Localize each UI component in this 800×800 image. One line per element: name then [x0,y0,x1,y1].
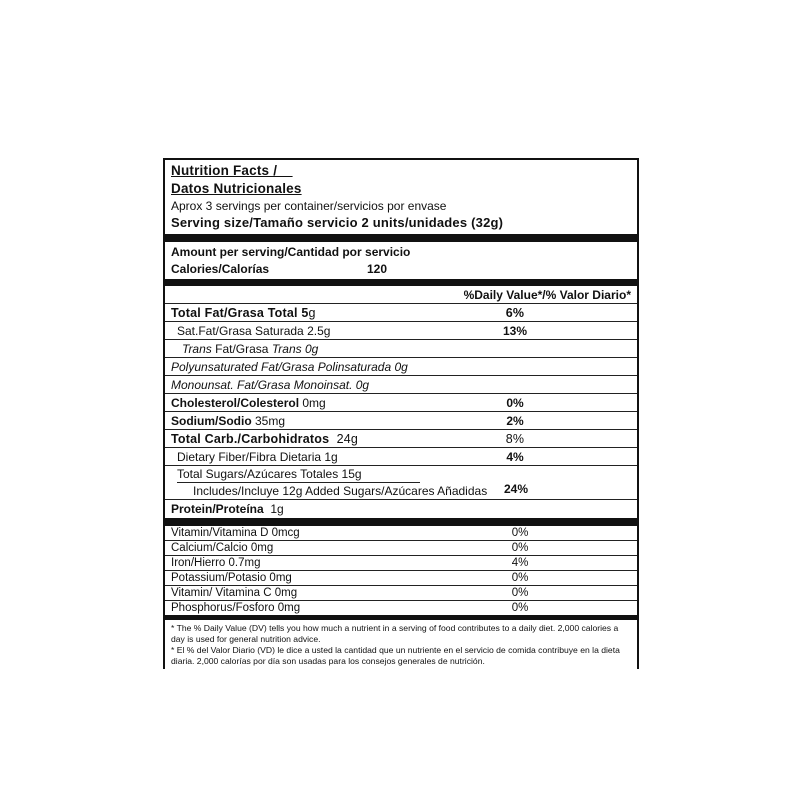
nutrient-dv: 4% [506,449,524,464]
nutrient-row-protein [165,499,637,518]
nutrient-row-total-carb [165,429,637,447]
vitamin-row [165,526,637,540]
vitamin-dv: 4% [511,557,529,569]
nutrient-name: Protein/Proteína [171,502,264,516]
nutrition-panel [163,158,639,620]
serving-size: Serving size/Tamaño servicio 2 units/unidades (32g) [171,215,504,230]
nutrient-row-saturated-fat [165,321,637,339]
vitamin-name: Calcium/Calcio 0mg [171,542,274,554]
nutrient-name: Sat.Fat/Grasa Saturada 2.5g [177,323,331,338]
vitamin-row [165,600,637,615]
nutrient-name-italic: Trans [182,341,212,356]
vitamin-row [165,540,637,555]
title-spanish: Datos Nutricionales [171,181,302,196]
nutrient-row-cholesterol [165,393,637,411]
nutrient-amount: 0mg [299,395,326,410]
nutrient-dv: 6% [505,305,525,320]
nutrient-row-monounsaturated-fat [165,375,637,393]
nutrient-amount: g [308,305,316,320]
calories-label: Calories/Calorías [171,262,270,276]
calories-section [165,242,637,279]
nutrient-name: Monounsat. Fat/Grasa Monoinsat. 0g [171,377,370,392]
footnote-spanish: * El % del Valor Diario (VD) le dice a usted la cantidad que un nutriente en el servicio de comida contribuye en la dieta diaria. 2,000 calorías por día son usadas para los consejos generales de nutrición. [171,645,620,666]
vitamin-row [165,570,637,585]
nutrient-row-polyunsaturated-fat [165,357,637,375]
nutrient-name: Polyunsaturated Fat/Grasa Polinsaturada 0g [171,359,408,374]
nutrient-row-trans-fat [165,339,637,357]
footnote-english: * The % Daily Value (DV) tells you how much a nutrient in a serving of food contributes to a daily diet. 2,000 calories a day is used for general nutrition advice. [171,623,619,644]
vitamin-name: Iron/Hierro 0.7mg [171,557,261,569]
thick-divider [165,518,637,526]
total-sugars: Total Sugars/Azúcares Totales 15g [177,467,420,483]
nutrient-amount: 0g [301,341,319,356]
vitamin-dv: 0% [511,542,529,554]
calories-value: 120 [367,262,388,276]
nutrition-facts-label [163,158,639,669]
vitamin-name: Vitamin/ Vitamina C 0mg [171,587,298,599]
vitamin-row [165,555,637,570]
servings-per-container: Aprox 3 servings per container/servicios por envase [171,199,447,213]
amount-per-serving: Amount per serving/Cantidad por servicio [171,245,411,259]
thick-divider [165,279,637,286]
label-header [165,160,637,234]
nutrient-dv: 8% [505,431,525,446]
added-sugars-dv: 24% [504,482,529,496]
thick-divider [165,234,637,242]
nutrient-amount: 35mg [251,413,286,428]
nutrient-dv: 13% [502,323,528,338]
vitamin-name: Vitamin/Vitamina D 0mcg [171,527,300,539]
nutrient-name: Sodium/Sodio [171,413,252,428]
nutrient-name: Dietary Fiber/Fibra Dietaria 1g [177,449,338,464]
vitamin-name: Phosphorus/Fosforo 0mg [171,602,301,614]
vitamin-dv: 0% [511,602,529,614]
vitamin-name: Potassium/Potasio 0mg [171,572,292,584]
vitamin-dv: 0% [511,527,529,539]
daily-value-header: %Daily Value*/% Valor Diario* [463,287,631,302]
title-english: Nutrition Facts /__ [171,163,293,178]
nutrient-row-sodium [165,411,637,429]
nutrient-name: Cholesterol/Colesterol [171,395,300,410]
sugars-block [165,465,637,499]
nutrient-row-dietary-fiber [165,447,637,465]
calories-row [171,261,631,278]
vitamins-section [165,526,637,615]
vitamin-dv: 0% [511,587,529,599]
nutrient-amount: 24g [329,431,359,446]
nutrient-name: Total Carb./Carbohidratos [171,431,330,446]
footnote [163,620,639,669]
nutrient-dv: 0% [506,395,524,410]
vitamin-row [165,585,637,600]
nutrient-name-italic: Trans [271,341,302,356]
nutrient-name: Fat/Grasa [211,341,272,356]
added-sugars: Includes/Incluye 12g Added Sugars/Azúcares Añadidas [193,484,488,498]
nutrient-dv: 2% [506,413,524,428]
nutrient-row-total-fat [165,303,637,321]
vitamin-dv: 0% [511,572,529,584]
nutrient-amount: 1g [263,502,284,516]
nutrient-name: Total Fat/Grasa Total 5 [171,305,309,320]
